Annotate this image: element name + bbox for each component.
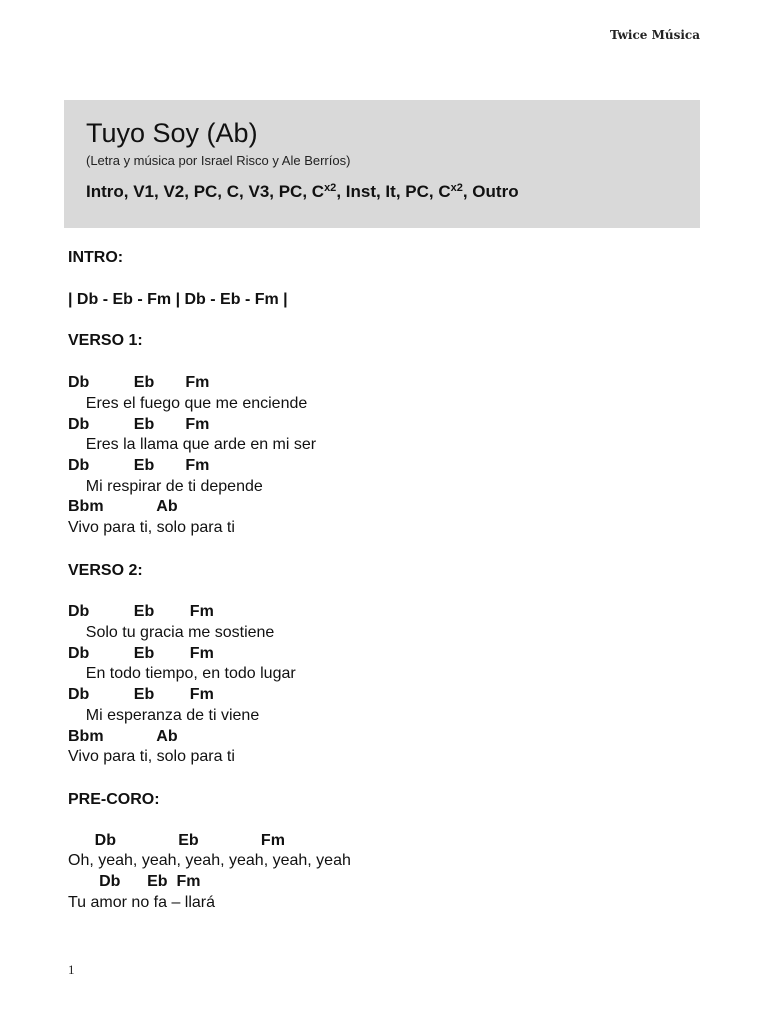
lyric-line: En todo tiempo, en todo lugar: [68, 665, 296, 682]
song-credit: (Letra y música por Israel Risco y Ale Berríos): [86, 153, 351, 168]
chord-line: Db Eb Fm: [68, 873, 201, 890]
chord-line: Bbm Ab: [68, 498, 178, 515]
section-title-verso-1: VERSO 1:: [68, 332, 143, 349]
chord-line: Db Eb Fm: [68, 374, 210, 391]
song-structure-superscript-2: x2: [450, 182, 463, 194]
lyric-line: Tu amor no fa – llará: [68, 894, 216, 911]
chord-line: Db Eb Fm: [68, 603, 214, 620]
chord-line: Db Eb Fm: [68, 686, 214, 703]
song-structure-part2: , Inst, It, PC, C: [336, 182, 451, 201]
chord-line: Db Eb Fm: [68, 832, 285, 849]
page-number: 1: [68, 962, 75, 977]
lyric-line: Vivo para ti, solo para ti: [68, 519, 235, 536]
chord-line: Db Eb Fm: [68, 457, 210, 474]
section-title-intro: INTRO:: [68, 249, 124, 266]
lyric-line: Mi esperanza de ti viene: [68, 707, 260, 724]
lyric-line: Solo tu gracia me sostiene: [68, 624, 275, 641]
song-structure: [86, 182, 519, 202]
chord-line: Db Eb Fm: [68, 645, 214, 662]
song-structure-superscript-1: x2: [324, 182, 337, 194]
chord-line: Bbm Ab: [68, 728, 178, 745]
section-title-verso-2: VERSO 2:: [68, 562, 143, 579]
lyric-line: Vivo para ti, solo para ti: [68, 748, 235, 765]
chord-line: | Db - Eb - Fm | Db - Eb - Fm |: [68, 291, 288, 308]
lyric-line: Eres el fuego que me enciende: [68, 395, 308, 412]
song-structure-part1: Intro, V1, V2, PC, C, V3, PC, C: [86, 182, 325, 201]
lyric-line: Oh, yeah, yeah, yeah, yeah, yeah, yeah: [68, 852, 351, 869]
song-title-box: [64, 100, 700, 228]
section-title-pre-coro: PRE-CORO:: [68, 791, 160, 808]
header-brand: Twice Música: [609, 28, 700, 42]
song-structure-part3: , Outro: [462, 182, 519, 201]
chord-line: Db Eb Fm: [68, 416, 210, 433]
song-title: Tuyo Soy (Ab): [86, 118, 258, 148]
lyric-line: Eres la llama que arde en mi ser: [68, 436, 317, 453]
lyric-line: Mi respirar de ti depende: [68, 478, 263, 495]
